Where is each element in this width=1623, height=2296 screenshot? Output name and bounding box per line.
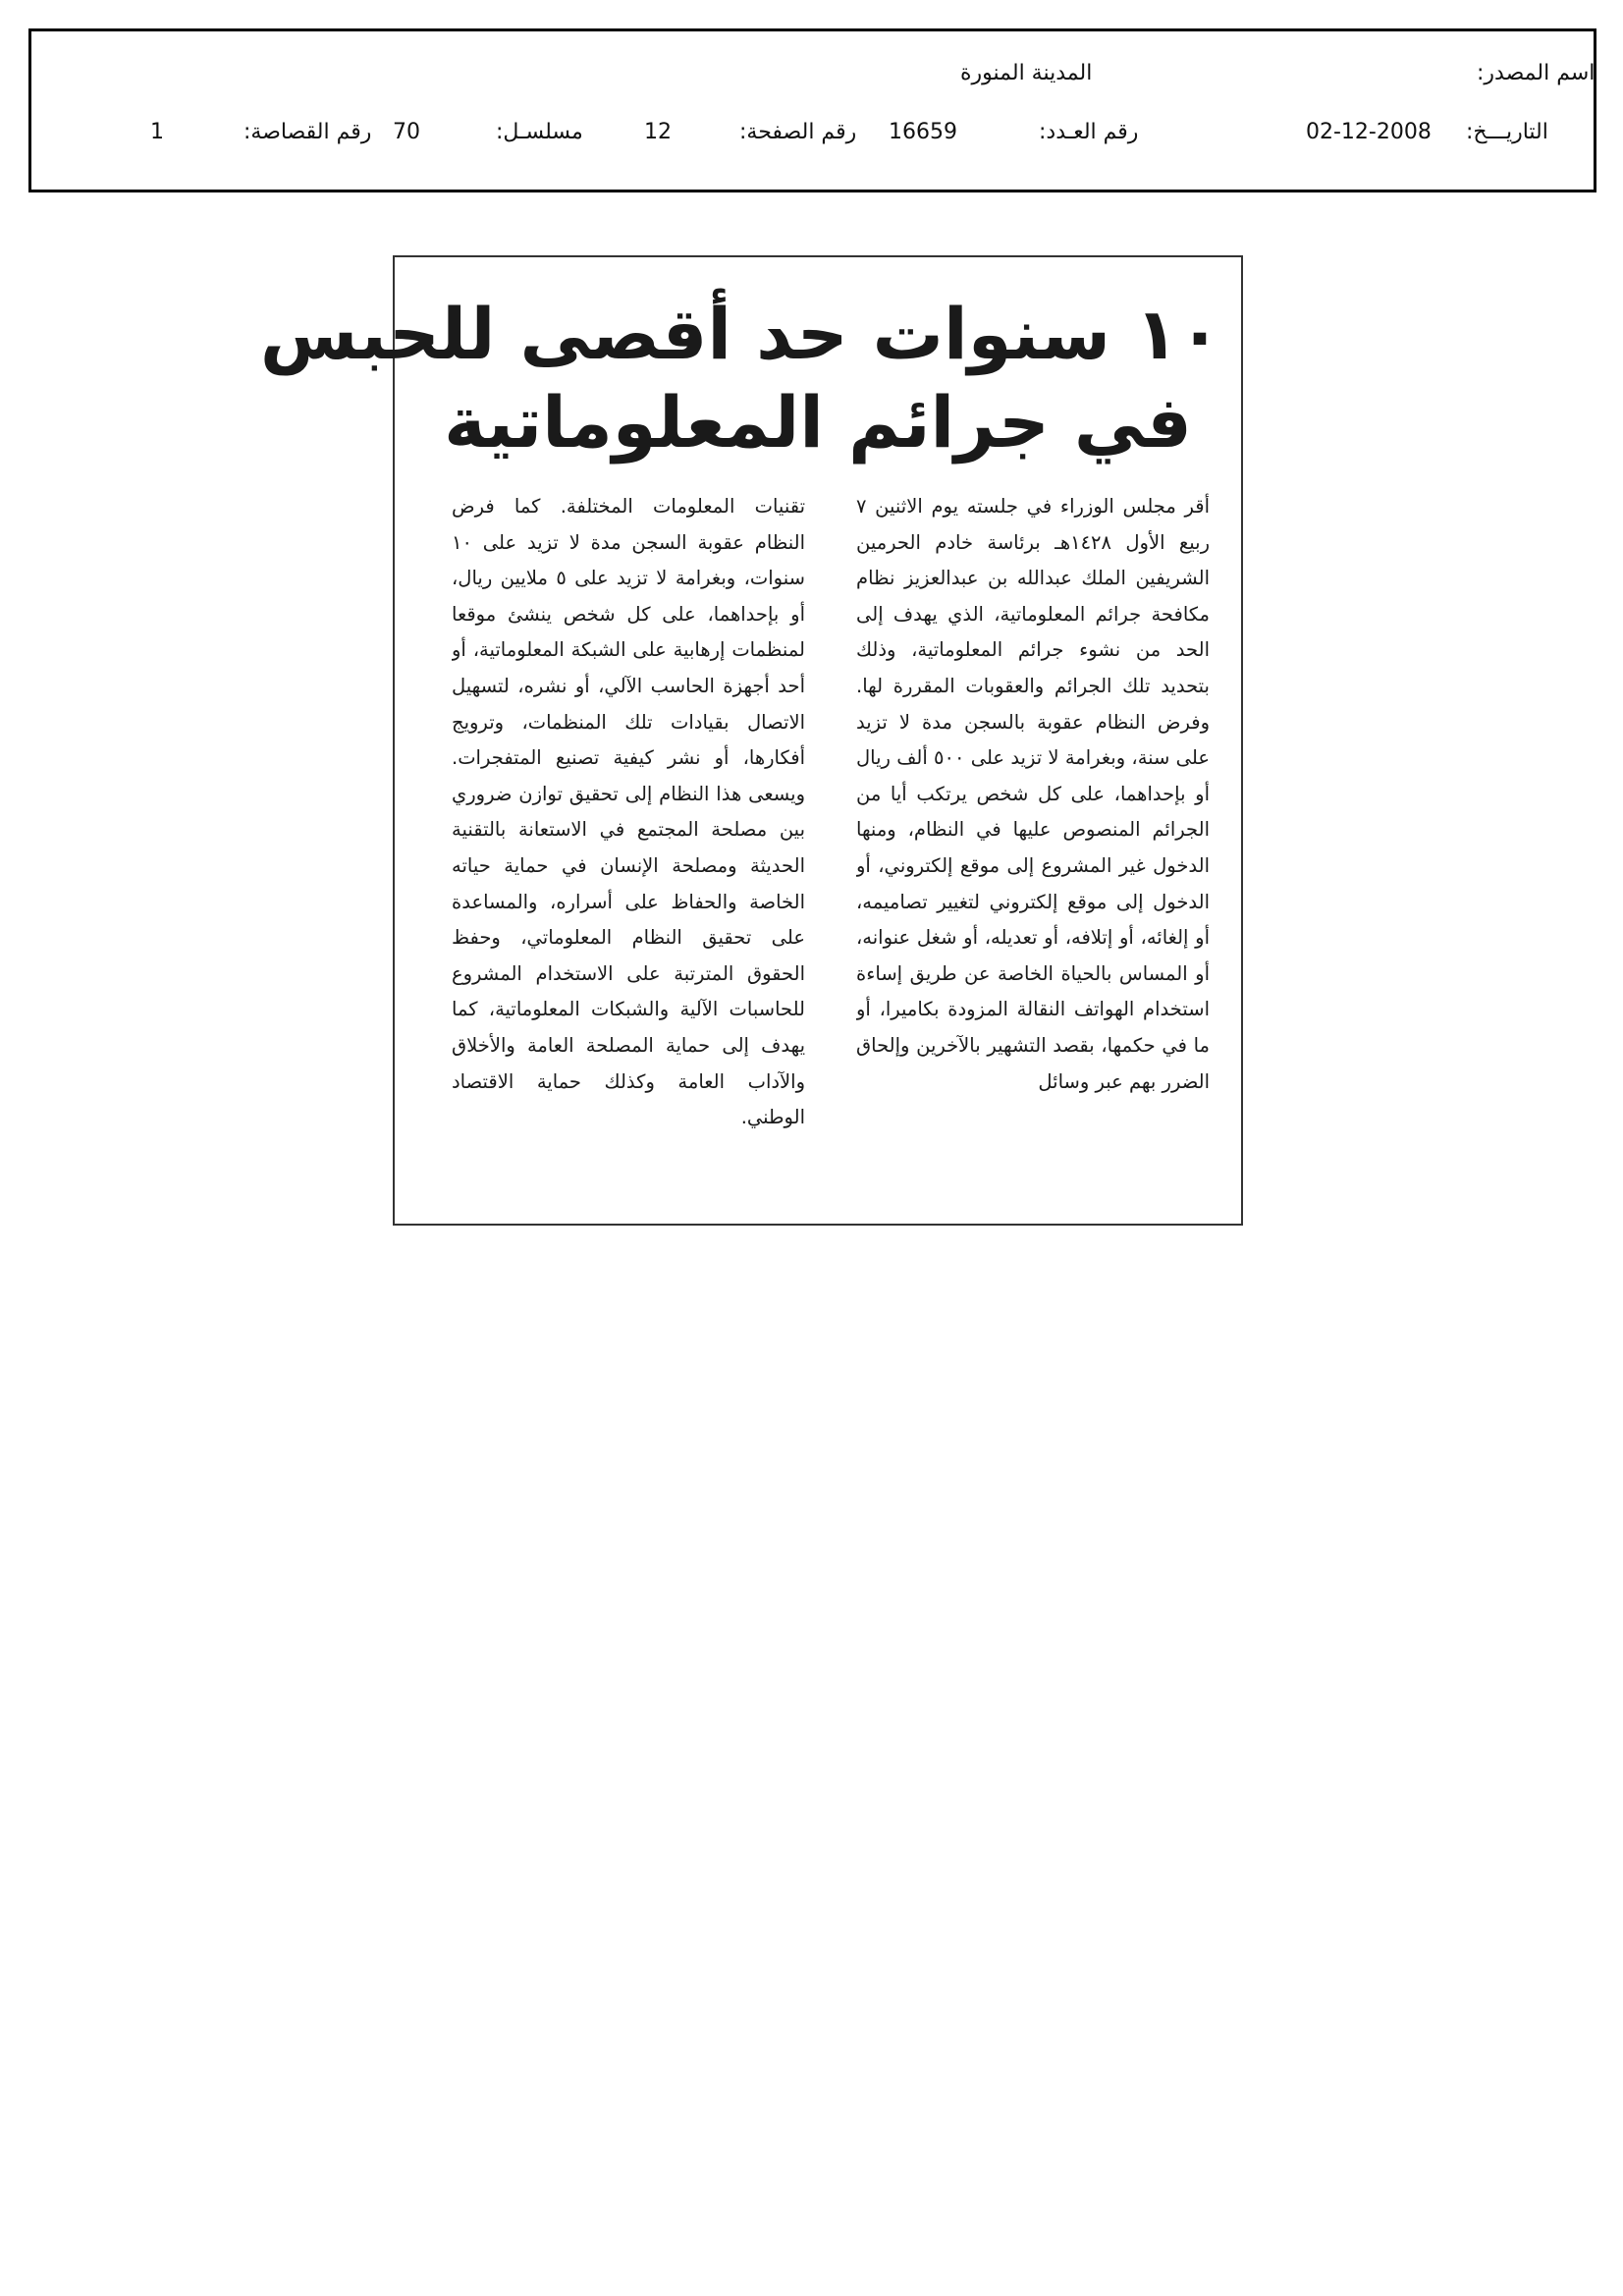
date-label: التاريـــخ: [1466, 120, 1548, 144]
page-value: 12 [644, 120, 672, 144]
serial-label: مسلسـل: [496, 120, 583, 144]
article-column-left [452, 489, 805, 1206]
serial-value: 70 [393, 120, 420, 144]
article-headline-line-2: في جرائم المعلوماتية [444, 381, 1192, 464]
source-value: المدينة المنورة [960, 61, 1093, 85]
issue-value: 16659 [889, 120, 957, 144]
source-label: اسم المصدر: [1477, 61, 1596, 85]
article-paragraph-left: تقنيات المعلومات المختلفة. كما فرض النظام عقوبة السجن مدة لا تزيد على ١٠ سنوات، وبغرامة لا تزيد على ٥ ملايين ريال، أو بإحداهما، على كل شخص ينشئ موقعا لمنظمات إرهابية على الشبكة المعلوماتية، أو أحد أجهزة الحاسب الآلي، أو نشره، لتسهيل الاتصال بقيادات تلك المنظمات، وترويج أفكارها، أو نشر كيفية تصنيع المتفجرات. ويسعى هذا النظام إلى تحقيق توازن ضروري بين مصلحة المجتمع في الاستعانة بالتقنية الحديثة ومصلحة الإنسان في حماية حياته الخاصة والحفاظ على أسراره، والمساعدة على تحقيق النظام المعلوماتي، وحفظ الحقوق المترتبة على الاستخدام المشروع للحاسبات الآلية والشبكات المعلوماتية، كما يهدف إلى حماية المصلحة العامة والأخلاق والآداب العامة وكذلك حماية الاقتصاد الوطني. [452, 495, 805, 1129]
clipping-metadata-box [28, 28, 1596, 192]
issue-label: رقم العـدد: [1039, 120, 1139, 144]
clip-label: رقم القصاصة: [243, 120, 372, 144]
clip-value: 1 [150, 120, 164, 144]
newspaper-article-clipping [259, 255, 1243, 1226]
article-column-right [856, 489, 1210, 1206]
article-headline-line-1: ١٠ سنوات حد أقصى للحبس [259, 293, 1221, 375]
date-value: 02-12-2008 [1306, 120, 1432, 144]
article-paragraph-right: أقر مجلس الوزراء في جلسته يوم الاثنين ٧ ربيع الأول ١٤٢٨هـ برئاسة خادم الحرمين الشريفين الملك عبدالله بن عبدالعزيز نظام مكافحة جرائم المعلوماتية، الذي يهدف إلى الحد من نشوء جرائم المعلوماتية، وذلك بتحديد تلك الجرائم والعقوبات المقررة لها. وفرض النظام عقوبة بالسجن مدة لا تزيد على سنة، وبغرامة لا تزيد على ٥٠٠ ألف ريال أو بإحداهما، على كل شخص يرتكب أيا من الجرائم المنصوص عليها في النظام، ومنها الدخول غير المشروع إلى موقع إلكتروني، أو الدخول إلى موقع إلكتروني لتغيير تصاميمه، أو إلغائه، أو إتلافه، أو تعديله، أو شغل عنوانه، أو المساس بالحياة الخاصة عن طريق إساءة استخدام الهواتف النقالة المزودة بكاميرا، أو ما في حكمها، بقصد التشهير بالآخرين وإلحاق الضرر بهم عبر وسائل [856, 495, 1210, 1093]
page-label: رقم الصفحة: [739, 120, 857, 144]
